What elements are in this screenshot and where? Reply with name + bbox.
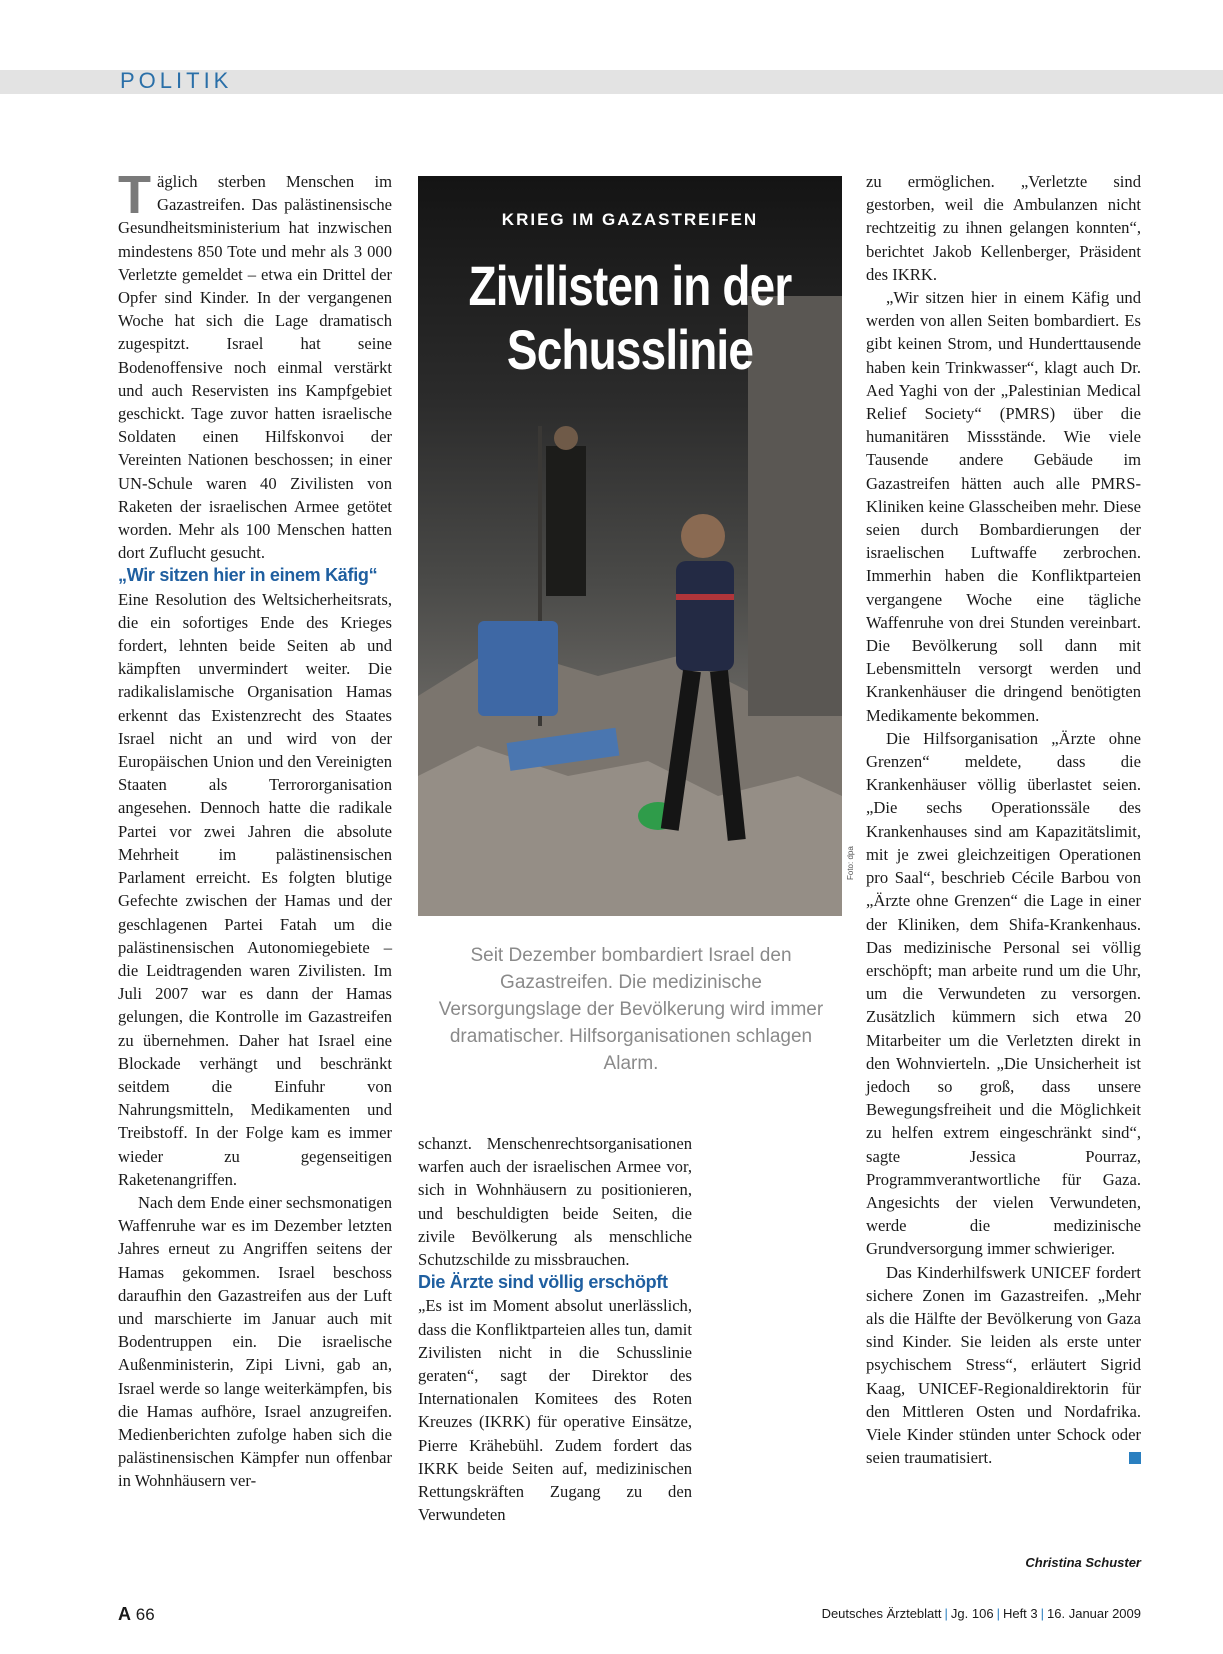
photo-caption: Seit Dezember bombardiert Israel den Gazastreifen. Die medizinische Versorgungslage der Bevölkerung wird immer dramatischer. Hilfsorganisationen schlagen Alarm. bbox=[438, 945, 824, 1074]
volume: Jg. 106 bbox=[950, 1606, 994, 1621]
paragraph bbox=[866, 1261, 1141, 1470]
paragraph-text: Das Kinderhilfswerk UNICEF fordert sichere Zonen im Gazastreifen. „Mehr als die Hälfte der Bevölkerung von Gaza sind Kinder. Sie leiden als erste unter psychischem Stress“, erläutert Sigrid Kaag, UNICEF-Regionaldirektorin für den Mittleren Osten und Nordafrika. Viele Kinder stünden unter Schock oder seien traumatisiert. bbox=[866, 1262, 1141, 1468]
page-number bbox=[118, 1604, 155, 1625]
author-name: Christina Schuster bbox=[1025, 1555, 1141, 1570]
issue-date: 16. Januar 2009 bbox=[1047, 1606, 1141, 1621]
article-headline bbox=[456, 254, 804, 382]
subheading: Die Ärzte sind völlig erschöpft bbox=[418, 1272, 668, 1293]
article-photo bbox=[418, 176, 842, 916]
paragraph: Nach dem Ende einer sechsmonatigen Waffenruhe war es im Dezember letzten Jahres erneut zu Angriffen seitens der Hamas gekommen. Israel beschoss daraufhin den Gazastreifen aus der Luft und marschierte im Januar auch mit Bodentruppen ein. Die israelische Außenministerin, Zipi Livni, gab an, Israel werde so lange weiterkämpfen, bis die Hamas aufhöre, Israel anzugreifen. Medienberichten zufolge haben sich die palästinensischen Kämpfer nun offenbar in Wohnhäusern ver- bbox=[118, 1192, 392, 1491]
photo-kicker: KRIEG IM GAZASTREIFEN bbox=[501, 210, 759, 229]
headline-line-1: Zivilisten in der bbox=[468, 254, 792, 317]
section-label: POLITIK bbox=[120, 68, 233, 93]
page-number-value: 66 bbox=[135, 1605, 155, 1624]
article-column-2 bbox=[418, 1132, 692, 1526]
end-square-icon bbox=[1129, 1452, 1141, 1464]
page-prefix: A bbox=[118, 1604, 131, 1624]
paragraph-text: äglich sterben Menschen im Gazastreifen. Das palästinensische Gesundheitsministerium hat inzwischen mindestens 850 Tote und mehr als 3 000 Verletzte gemeldet – etwa ein Drittel der Opfer sind Kinder. In der vergangenen Woche hat sich die Lage dramatisch zugespitzt. Israel hat seine Bodenoffensive noch einmal verstärkt und auch Reservisten ins Kampfgebiet geschickt. Tage zuvor hatten israelische Soldaten einen Hilfskonvoi der Vereinten Nationen beschossen; in einer UN-Schule waren 40 Zivilisten von Raketen der israelischen Armee getötet worden. Mehr als 100 Menschen hatten dort Zuflucht gesucht. bbox=[118, 172, 392, 563]
paragraph: zu ermöglichen. „Verletzte sind gestorben, weil die Ambulanzen nicht rechtzeitig zu ihnen gelangen konnten“, berichtet Jakob Kellenberger, Präsident des IKRK. bbox=[866, 172, 1141, 284]
article-column-3 bbox=[866, 170, 1141, 1469]
publication-name: Deutsches Ärzteblatt bbox=[821, 1606, 942, 1621]
subheading: „Wir sitzen hier in einem Käfig“ bbox=[118, 565, 378, 586]
publication-info: Deutsches Ärzteblatt | Jg. 106 | Heft 3 | 16. Januar 2009 bbox=[821, 1606, 1141, 1621]
article-column-1 bbox=[118, 165, 392, 1493]
paragraph: Die Hilfsorganisation „Ärzte ohne Grenzen“ meldete, dass die Krankenhäuser völlig überlastet seien. „Die sechs Operationssäle des Krankenhauses sind am Kapazitätslimit, mit je zwei gleichzeitigen Operationen pro Saal“, beschrieb Cécile Barbou von „Ärzte ohne Grenzen“ die Lage in einer der Kliniken, dem Shifa-Krankenhaus. Das medizinische Personal sei völlig erschöpft; man arbeite rund um die Uhr, um die Verwundeten zu versorgen. Zusätzlich kümmern sich etwa 20 Mitarbeiter um die Verletzten direkt in den Wohnvierteln. „Die Unsicherheit ist jedoch so groß, dass unsere Bewegungsfreiheit und die Möglichkeit zu helfen extrem eingeschränkt sind“, sagte Jessica Pourraz, Programmverantwortliche für Gaza. Angesichts der vielen Verwundeten, werde die medizinische Grundversorgung immer schwieriger. bbox=[866, 728, 1141, 1259]
photo-credit: Foto: dpa bbox=[846, 846, 855, 880]
headline-line-2: Schusslinie bbox=[506, 318, 754, 381]
paragraph: „Es ist im Moment absolut unerlässlich, dass die Konfliktparteien alles tun, damit Zivilisten nicht in die Schusslinie geraten“, sagt der Direktor des Internationalen Komitees des Roten Kreuzes (IKRK) für operative Einsätze, Pierre Krähebühl. Zudem fordert das IKRK beide Seiten auf, medizinischen Rettungskräften Zugang zu den Verwundeten bbox=[418, 1296, 692, 1525]
drop-cap: T bbox=[118, 165, 151, 225]
paragraph: Eine Resolution des Weltsicherheitsrats, die ein sofortiges Ende des Krieges fordert, lehnten beide Seiten ab und kämpften unvermindert weiter. Die radikalislamische Organisation Hamas erkennt das Existenzrecht des Staates Israel nicht an und wird von der Europäischen Union und den Vereinigten Staaten als Terrororganisation angesehen. Dennoch hatte die radikale Partei vor zwei Jahren die absolute Mehrheit im palästinensischen Parlament erreicht. Es folgten blutige Gefechte zwischen der Hamas und der geschlagenen Partei Fatah um die palästinensischen Autonomiegebiete – die Leidtragenden waren Zivilisten. Im Juli 2007 war es dann der Hamas gelungen, die Kontrolle im Gazastreifen zu übernehmen. Daher hat Israel eine Blockade verhängt und beschränkt seitdem die Einfuhr von Nahrungsmitteln, Medikamenten und Treibstoff. In der Folge kam es immer wieder zu gegenseitigen Raketenangriffen. bbox=[118, 589, 392, 1189]
paragraph: „Wir sitzen hier in einem Käfig und werden von allen Seiten bombardiert. Es gibt keinen Strom, und Hunderttausende haben kein Trinkwasser“, klagt auch Dr. Aed Yaghi von der „Palestinian Medical Relief Society“ (PMRS) über die humanitären Missstände. Wie viele Tausende andere Gebäude im Gazastreifen hätten auch alle PMRS-Kliniken keine Glasscheiben mehr. Diese seien durch Bombardierungen der israelischen Luftwaffe zerbrochen. Immerhin haben die Konfliktparteien vergangene Woche eine tägliche Waffenruhe von drei Stunden vereinbart. Die Bevölkerung soll dann mit Lebensmitteln versorgt werden und Krankenhäuser die dringend benötigten Medikamente bekommen. bbox=[866, 288, 1141, 725]
paragraph bbox=[118, 165, 392, 564]
issue: Heft 3 bbox=[1002, 1606, 1038, 1621]
paragraph: schanzt. Menschenrechtsorganisationen warfen auch der israelischen Armee vor, sich in Wohnhäusern zu positionieren, und beschuldigten beide Seiten, die zivile Bevölkerung als menschliche Schutzschilde zu missbrauchen. bbox=[418, 1134, 692, 1270]
